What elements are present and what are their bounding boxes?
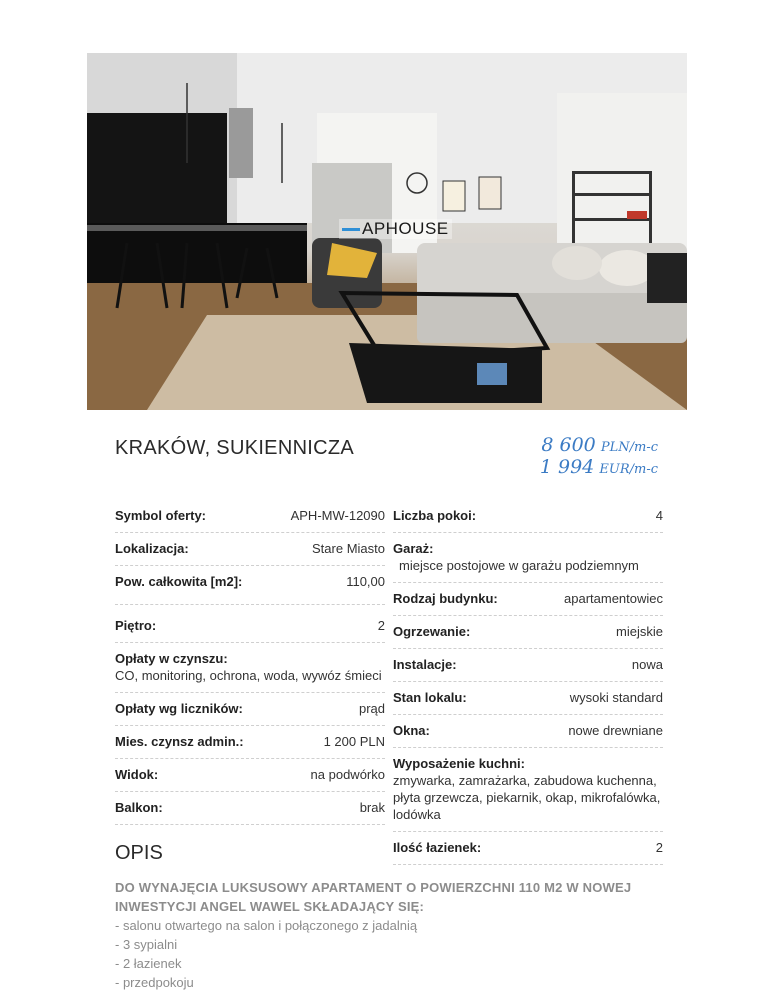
price-pln	[541, 434, 658, 456]
description-body	[115, 878, 675, 992]
detail-value: 2	[377, 618, 385, 633]
detail-value: miejsce postojowe w garażu podziemnym	[399, 558, 639, 573]
description-item: - 3 sypialni	[115, 937, 178, 952]
detail-label: Piętro:	[115, 618, 157, 633]
watermark-logo: APHOUSE	[339, 219, 452, 239]
detail-value: nowa	[631, 657, 663, 672]
description-item: - salonu otwartego na salon i połączonego z jadalnią	[115, 918, 418, 933]
detail-row-area	[115, 566, 385, 605]
description-heading: OPIS	[115, 842, 163, 864]
detail-row-heating	[393, 616, 663, 649]
detail-value: 2	[655, 840, 663, 855]
description-lead: DO WYNAJĘCIA LUKSUSOWY APARTAMENT O POWIERZCHNI 110 M2 W NOWEJ INWESTYCJI ANGEL WAWEL SKŁADAJĄCY SIĘ:	[115, 880, 632, 914]
detail-label: Widok:	[115, 767, 159, 782]
detail-label: Instalacje:	[393, 657, 457, 672]
detail-label: Opłaty w czynszu:	[115, 651, 228, 666]
detail-label: Rodzaj budynku:	[393, 591, 498, 606]
detail-label: Lokalizacja:	[115, 541, 189, 556]
detail-value: miejskie	[616, 624, 663, 639]
logo-bar-icon	[342, 228, 360, 231]
price-eur-value: 1 994	[539, 456, 595, 478]
price-eur	[540, 456, 658, 478]
detail-value: na podwórko	[310, 767, 385, 782]
detail-row-bathrooms	[393, 832, 663, 865]
detail-row-symbol	[115, 500, 385, 533]
price-pln-value: 8 600	[541, 434, 596, 456]
detail-label: Symbol oferty:	[115, 508, 207, 523]
detail-label: Stan lokalu:	[393, 690, 467, 705]
detail-label: Opłaty wg liczników:	[115, 701, 243, 716]
detail-label: Wyposażenie kuchni:	[393, 756, 525, 771]
detail-value: prąd	[358, 701, 385, 716]
detail-row-view	[115, 759, 385, 792]
detail-value: 1 200 PLN	[323, 734, 385, 749]
detail-row-kitchen	[393, 748, 663, 832]
detail-label: Pow. całkowita [m2]:	[115, 574, 243, 589]
detail-row-installations	[393, 649, 663, 682]
price-pln-unit: PLN/m-c	[600, 440, 658, 455]
detail-value: CO, monitoring, ochrona, woda, wywóz śmieci	[115, 668, 382, 683]
detail-row-condition	[393, 682, 663, 715]
detail-value: 4	[655, 508, 663, 523]
detail-row-balcony	[115, 792, 385, 825]
description-item: - 2 łazienek	[115, 956, 182, 971]
detail-row-meter-fees	[115, 693, 385, 726]
detail-value: zmywarka, zamrażarka, zabudowa kuchenna, płyta grzewcza, piekarnik, okap, mikrofalówka, lodówka	[393, 773, 661, 822]
detail-value: apartamentowiec	[564, 591, 663, 606]
detail-row-windows	[393, 715, 663, 748]
price-eur-unit: EUR/m-c	[599, 462, 658, 477]
detail-row-location	[115, 533, 385, 566]
detail-label: Garaż:	[393, 541, 434, 556]
detail-label: Ogrzewanie:	[393, 624, 471, 639]
detail-value: APH-MW-12090	[290, 508, 385, 523]
details-right	[393, 500, 663, 865]
detail-row-rent-included	[115, 643, 385, 693]
detail-row-rooms	[393, 500, 663, 533]
detail-label: Liczba pokoi:	[393, 508, 477, 523]
detail-row-garage	[393, 533, 663, 583]
detail-value: Stare Miasto	[312, 541, 385, 556]
listing-title: KRAKÓW, SUKIENNICZA	[115, 437, 355, 459]
detail-label: Balkon:	[115, 800, 163, 815]
detail-label: Okna:	[393, 723, 430, 738]
detail-value: nowe drewniane	[568, 723, 663, 738]
description-item: - przedpokoju	[115, 975, 194, 990]
detail-label: Mies. czynsz admin.:	[115, 734, 244, 749]
detail-row-floor	[115, 605, 385, 643]
detail-value: 110,00	[346, 574, 385, 589]
detail-value: brak	[359, 800, 385, 815]
detail-value: wysoki standard	[569, 690, 663, 705]
details-left	[115, 500, 385, 825]
detail-label: Ilość łazienek:	[393, 840, 482, 855]
detail-row-admin-rent	[115, 726, 385, 759]
detail-row-building-type	[393, 583, 663, 616]
